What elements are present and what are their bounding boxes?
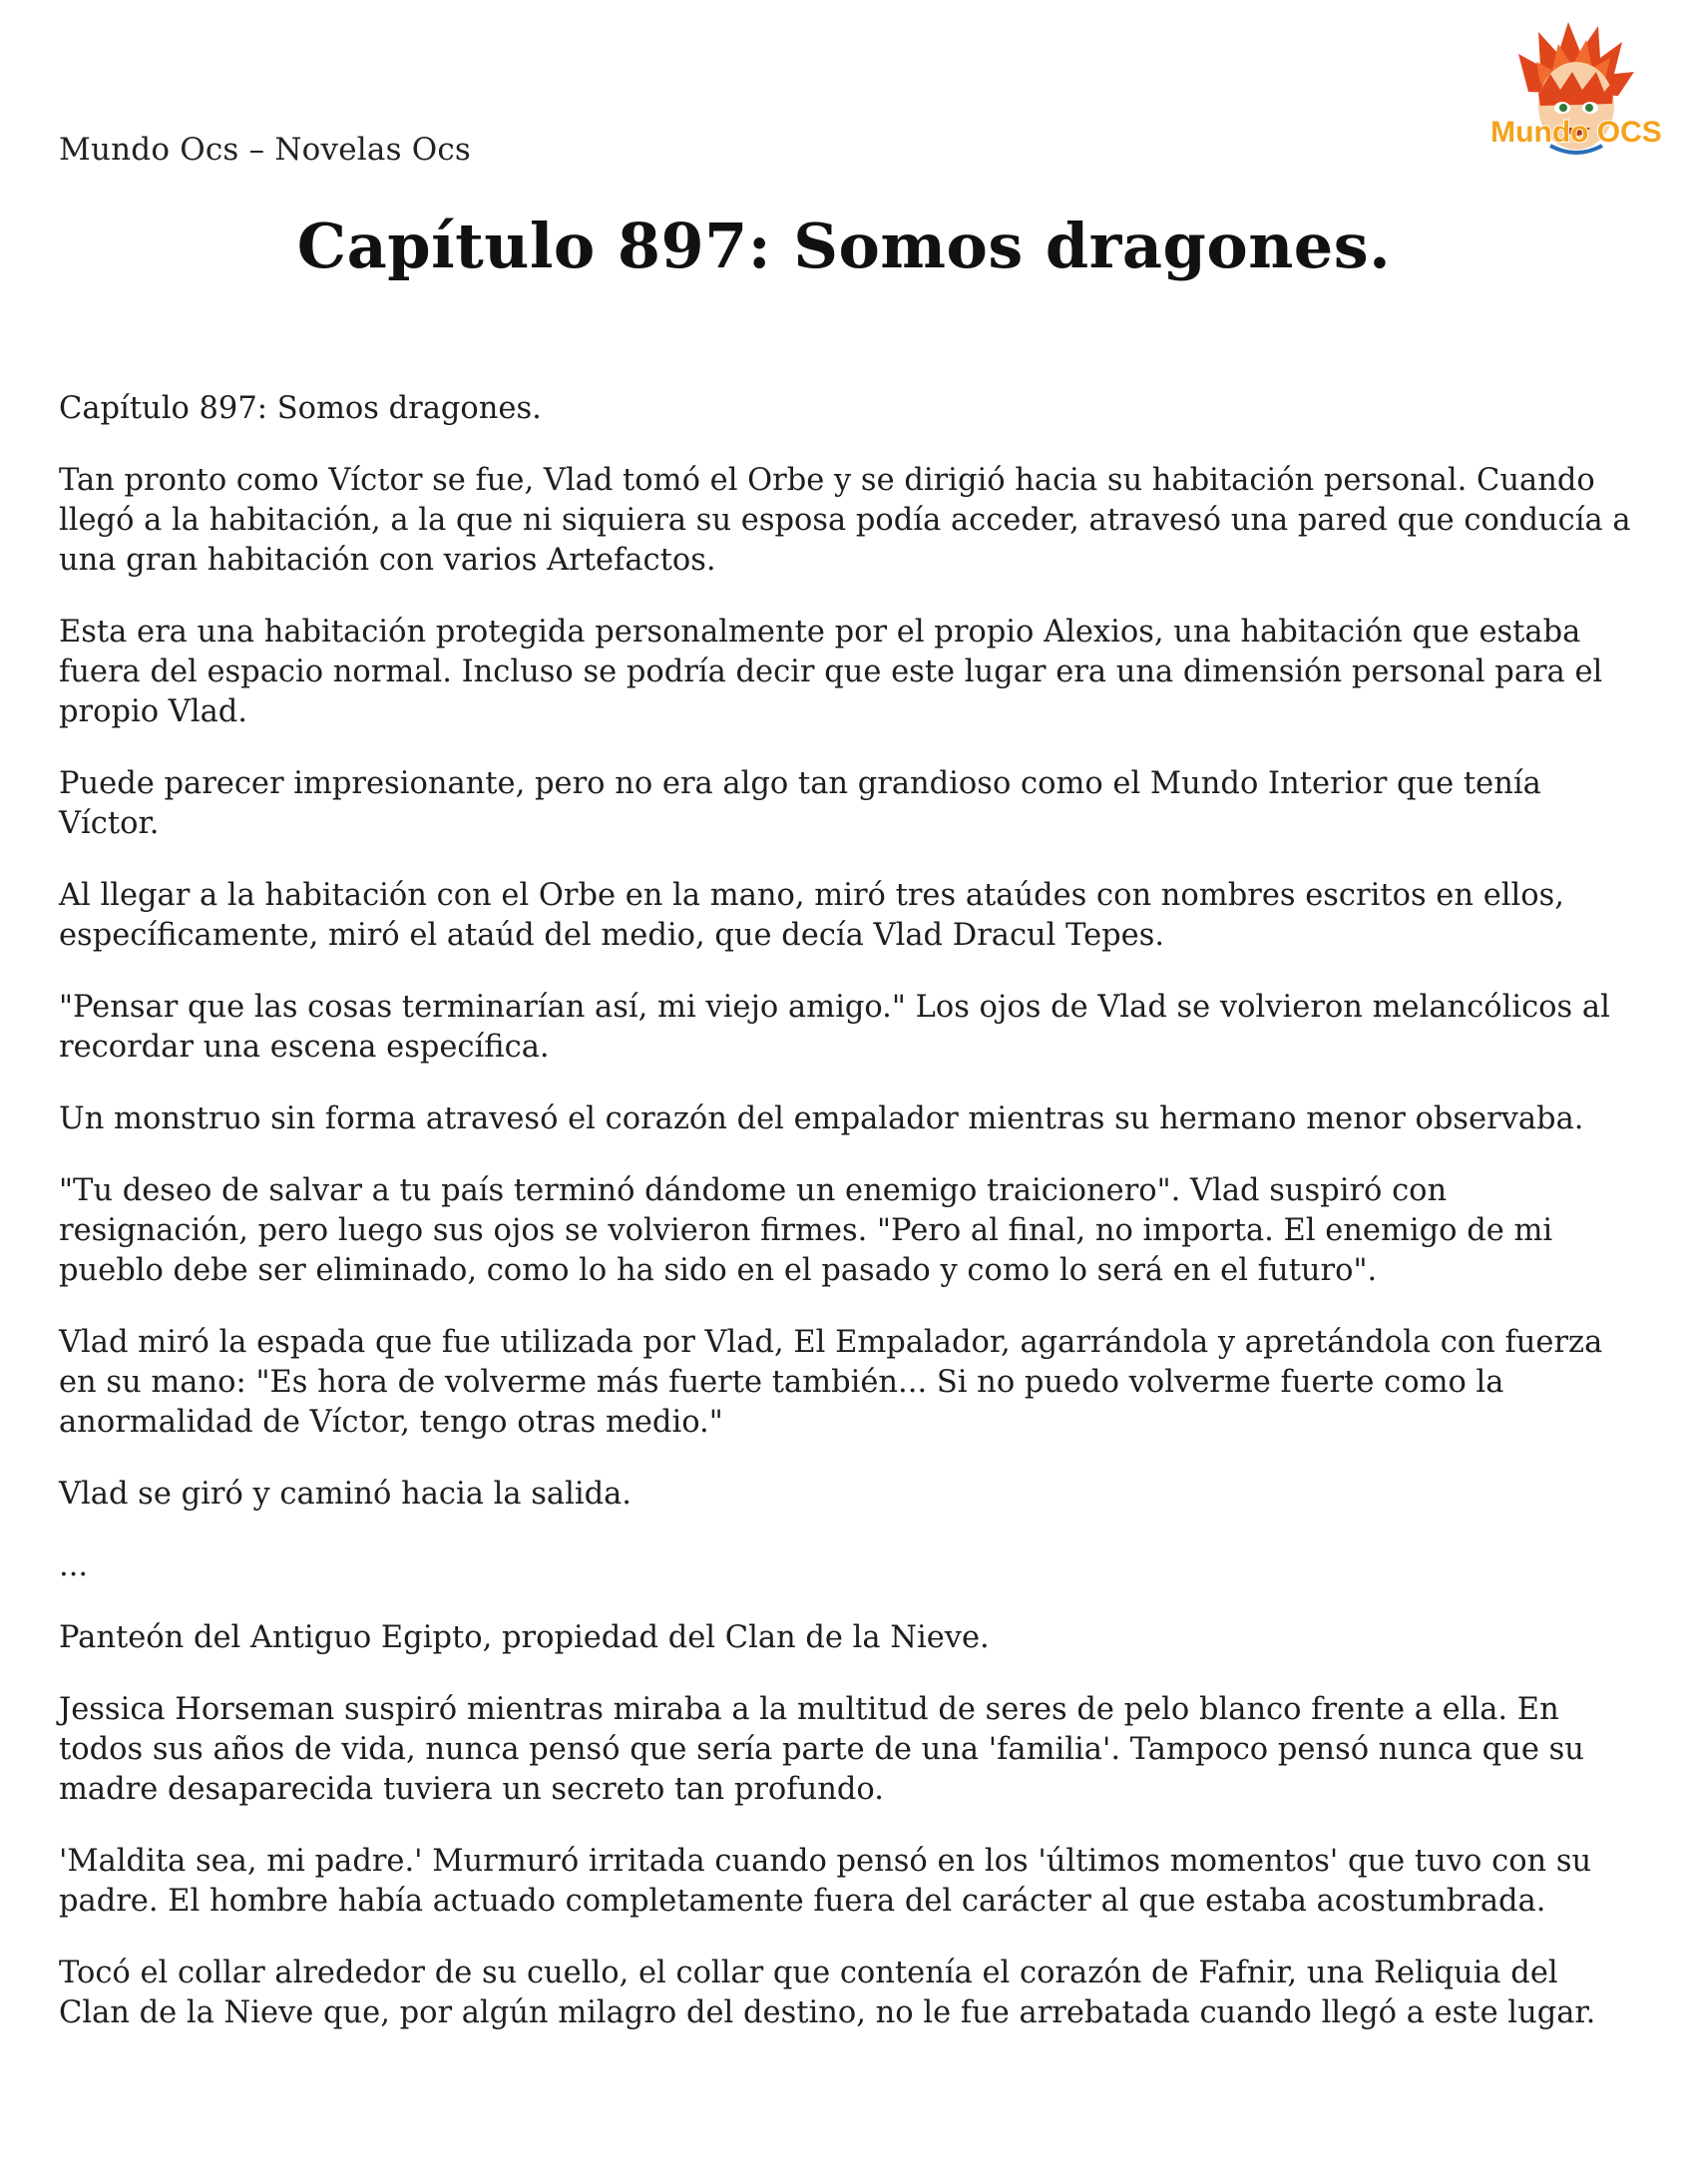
paragraph: Puede parecer impresionante, pero no era algo tan grandioso como el Mundo Interior que tenía Víctor. (59, 766, 1541, 841)
paragraph: Tocó el collar alrededor de su cuello, el collar que contenía el corazón de Fafnir, una Reliquia del Clan de la Nieve que, por algún milagro del destino, no le fue arrebatada cuando llegó a este lugar. (59, 1956, 1596, 2030)
paragraph: Al llegar a la habitación con el Orbe en la mano, miró tres ataúdes con nombres escritos en ellos, específicamente, miró el ataúd del medio, que decía Vlad Dracul Tepes. (59, 878, 1564, 953)
paragraph: Vlad miró la espada que fue utilizada por Vlad, El Empalador, agarrándola y apretándola con fuerza en su mano: "Es hora de volverme más fuerte también... Si no puedo volverme fuerte como la anormalidad de Víctor, tengo otras medio." (59, 1325, 1603, 1440)
paragraph: Jessica Horseman suspiró mientras miraba a la multitud de seres de pelo blanco frente a ella. En todos sus años de vida, nunca pensó que sería parte de una 'familia'. Tampoco pensó nunca que su madre desaparecida tuviera un secreto tan profundo. (59, 1692, 1584, 1807)
paragraph: Un monstruo sin forma atravesó el corazón del empalador mientras su hermano menor observaba. (59, 1101, 1584, 1136)
paragraph: Capítulo 897: Somos dragones. (59, 391, 542, 426)
paragraph: Tan pronto como Víctor se fue, Vlad tomó el Orbe y se dirigió hacia su habitación personal. Cuando llegó a la habitación, a la que ni siquiera su esposa podía acceder, atravesó una pared que conducía a una gran habitación con varios Artefactos. (59, 463, 1631, 578)
paragraph: ... (59, 1548, 89, 1583)
paragraph: Esta era una habitación protegida personalmente por el propio Alexios, una habitación que estaba fuera del espacio normal. Incluso se podría decir que este lugar era una dimensión personal para el propio Vlad. (59, 615, 1603, 729)
paragraph: "Pensar que las cosas terminarían así, mi viejo amigo." Los ojos de Vlad se volvieron melancólicos al recordar una escena específica. (59, 990, 1610, 1065)
chapter-title: Capítulo 897: Somos dragones. (296, 210, 1392, 282)
mundo-ocs-logo (1488, 14, 1663, 184)
paragraph: Panteón del Antiguo Egipto, propiedad del Clan de la Nieve. (59, 1620, 990, 1655)
svg-text:Mundo OCS: Mundo OCS (1490, 116, 1662, 149)
paragraph: 'Maldita sea, mi padre.' Murmuró irritada cuando pensó en los 'últimos momentos' que tuvo con su padre. El hombre había actuado completamente fuera del carácter al que estaba acostumbrada. (59, 1844, 1592, 1919)
paragraph: Vlad se giró y caminó hacia la salida. (59, 1477, 632, 1512)
chapter-body (59, 389, 1633, 2065)
site-header: Mundo Ocs – Novelas Ocs (59, 132, 472, 168)
paragraph: "Tu deseo de salvar a tu país terminó dándome un enemigo traicionero". Vlad suspiró con resignación, pero luego sus ojos se volvieron firmes. "Pero al final, no importa. El enemigo de mi pueblo debe ser eliminado, como lo ha sido en el pasado y como lo será en el futuro". (59, 1173, 1553, 1288)
